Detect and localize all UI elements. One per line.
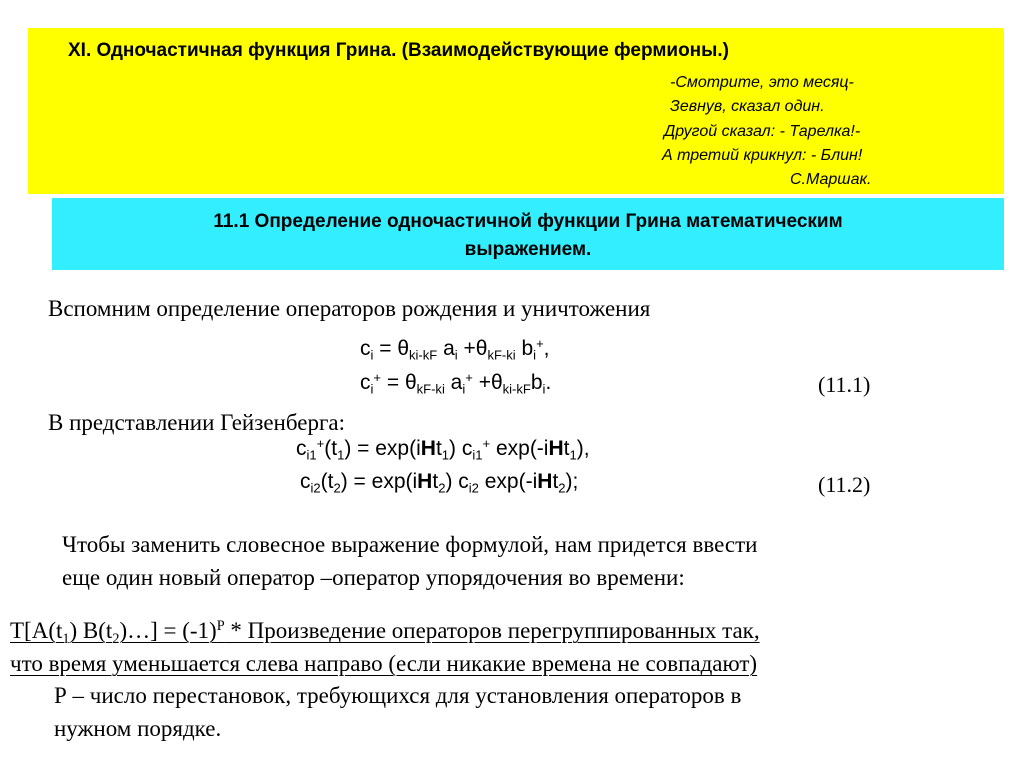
permutation-note-line-1: Р – число перестановок, требующихся для установления операторов в xyxy=(54,683,742,708)
equation-11-1-line-1: $c_i = \theta_{ki-kF}$ $a_i +\theta_{kF-ki}$ $b_i^+$, xyxy=(360,336,550,363)
paragraph-line-1: Чтобы заменить словесное выражение формулой, нам придется ввести xyxy=(62,532,758,557)
epigraph-line-4: А третий крикнул: - Блин! xyxy=(662,147,863,164)
time-ordering-definition-line-2: что время уменьшается слева направо (если никакие времена не совпадают) xyxy=(10,651,758,676)
slide-title: XI. Одночастичная функция Грина. (Взаимодействующие фермионы.) xyxy=(68,40,729,61)
section-banner xyxy=(52,198,1004,270)
section-title-line-1: 11.1 Определение одночастичной функции Грина математическим xyxy=(213,211,843,232)
intro-text: Вспомним определение операторов рождения и уничтожения xyxy=(48,296,651,321)
equation-number-11-2: (11.2) xyxy=(818,472,871,497)
equation-number-11-1: (11.1) xyxy=(818,372,871,397)
time-ordering-definition-line-1: $T[A(t_1)$ $B(t_2)\dots] = (-1)^P$ * Произведение операторов перегруппированных так, xyxy=(10,618,760,647)
heisenberg-label: В представлении Гейзенберга: xyxy=(48,410,345,435)
equation-11-1-line-2: $c_i^+ = \theta_{kF-ki}$ $a_i^+ +\theta_{ki-kF}b_i$. xyxy=(360,370,552,397)
section-title-line-2: выражением. xyxy=(464,239,592,260)
permutation-note-line-2: нужном порядке. xyxy=(54,716,222,741)
paragraph-line-2: еще один новый оператор –оператор упорядочения во времени: xyxy=(62,565,685,590)
epigraph-line-1: -Смотрите, это месяц- xyxy=(670,74,854,91)
title-banner xyxy=(28,28,1004,194)
epigraph-line-2: Зевнув, сказал один. xyxy=(670,98,825,115)
epigraph-author: С.Маршак. xyxy=(790,171,872,188)
equation-11-2-line-1: $c_{i1}^+(t_1) = \exp(iHt_1)$ $c_{i1}^+$ exp(-iHt$_1$), xyxy=(296,436,590,463)
epigraph-line-3: Другой сказал: - Тарелка!- xyxy=(664,123,861,140)
equation-11-2-line-2: $c_{i2}(t_2) = \exp(iHt_2)$ $c_{i2}$ exp(-iHt$_2$); xyxy=(300,470,579,496)
